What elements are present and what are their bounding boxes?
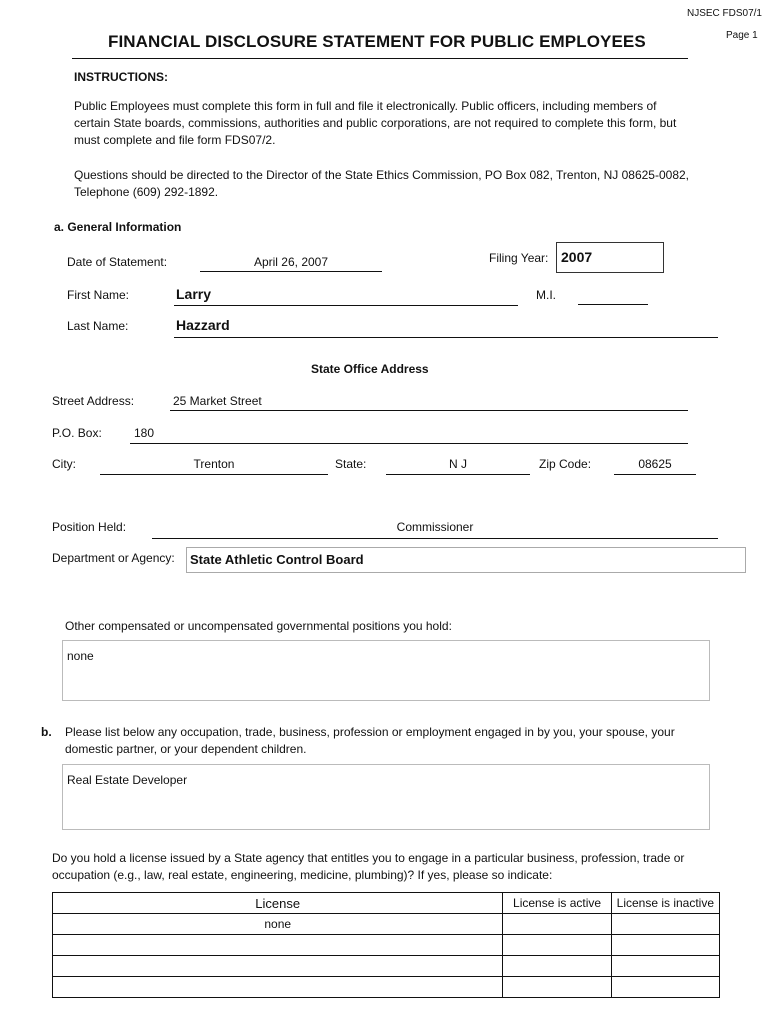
active-cell[interactable] [503, 914, 611, 935]
dept-label: Department or Agency: [52, 551, 175, 565]
first-name-underline [174, 305, 518, 306]
city-field[interactable]: Trenton [193, 457, 235, 471]
table-row [53, 956, 720, 977]
position-field[interactable]: Commissioner [396, 520, 474, 534]
mi-underline [578, 304, 648, 305]
occupation-field[interactable]: Real Estate Developer [62, 764, 710, 830]
page-title: FINANCIAL DISCLOSURE STATEMENT FOR PUBLIC EMPLOYEES [108, 32, 646, 51]
date-field[interactable]: April 26, 2007 [253, 255, 329, 269]
table-row [53, 914, 720, 935]
date-label: Date of Statement: [67, 255, 168, 269]
license-question: Do you hold a license issued by a State agency that entitles you to engage in a particular business, profession, trade or occupation (e.g., law, real estate, engineering, medicine, plumbing)? If yes, please so indicate: [52, 851, 685, 882]
active-cell[interactable] [503, 977, 611, 998]
active-col-header: License is active [503, 893, 611, 914]
license-cell[interactable] [53, 935, 503, 956]
last-name-label: Last Name: [67, 319, 129, 333]
filing-year-field[interactable] [556, 242, 664, 273]
section-b-letter: b. [41, 725, 52, 739]
zip-label: Zip Code: [539, 457, 592, 471]
title-divider [72, 58, 688, 59]
license-cell[interactable] [53, 977, 503, 998]
table-row [53, 935, 720, 956]
pobox-underline [130, 443, 688, 444]
state-label: State: [335, 457, 367, 471]
table-row [53, 977, 720, 998]
street-label: Street Address: [52, 394, 135, 408]
license-table-header [53, 893, 720, 914]
instructions-heading: INSTRUCTIONS: [74, 70, 168, 84]
other-positions-field[interactable]: none [62, 640, 710, 701]
instructions-paragraph-2: Questions should be directed to the Director of the State Ethics Commission, PO Box 082, Trenton, NJ 08625-0082, Telephone (609) 292-1892. [74, 168, 689, 199]
street-underline [170, 410, 688, 411]
occupation-question: Please list below any occupation, trade, business, profession or employment engaged in by you, your spouse, your domestic partner, or your dependent children. [65, 725, 675, 756]
inactive-cell[interactable] [611, 956, 719, 977]
inactive-cell[interactable] [611, 977, 719, 998]
filing-year-value: 2007 [561, 249, 593, 265]
license-cell[interactable]: none [53, 914, 503, 935]
general-info-heading: a. General Information [54, 220, 182, 234]
inactive-cell[interactable] [611, 914, 719, 935]
zip-underline [614, 474, 696, 475]
dept-value: State Athletic Control Board [190, 552, 364, 567]
other-positions-label: Other compensated or uncompensated governmental positions you hold: [65, 619, 452, 633]
mi-label: M.I. [536, 288, 556, 302]
license-table [52, 892, 720, 998]
position-label: Position Held: [52, 520, 127, 534]
street-field[interactable]: 25 Market Street [173, 394, 262, 408]
position-underline [152, 538, 718, 539]
dept-field[interactable] [186, 547, 746, 573]
active-cell[interactable] [503, 935, 611, 956]
state-field[interactable]: N J [449, 457, 467, 471]
last-name-underline [174, 337, 718, 338]
city-underline [100, 474, 328, 475]
date-underline [200, 271, 382, 272]
state-office-address-heading: State Office Address [311, 362, 429, 376]
state-underline [386, 474, 530, 475]
first-name-field[interactable]: Larry [176, 286, 212, 302]
license-col-header: License [53, 893, 503, 914]
license-cell[interactable] [53, 956, 503, 977]
inactive-col-header: License is inactive [611, 893, 719, 914]
city-label: City: [52, 457, 76, 471]
form-code: NJSEC FDS07/1 [686, 8, 762, 19]
first-name-label: First Name: [67, 288, 130, 302]
inactive-cell[interactable] [611, 935, 719, 956]
active-cell[interactable] [503, 956, 611, 977]
filing-year-label: Filing Year: [489, 251, 549, 265]
last-name-field[interactable]: Hazzard [176, 317, 230, 333]
instructions-paragraph-1: Public Employees must complete this form in full and file it electronically. Public officers, including members of certain State boards, commissions, authorities and public corporations, are not required to complete this form, but must complete and file form FDS07/2. [74, 99, 677, 147]
pobox-label: P.O. Box: [52, 426, 102, 440]
pobox-field[interactable]: 180 [134, 426, 155, 440]
zip-field[interactable]: 08625 [638, 457, 672, 471]
page-number: Page 1 [726, 30, 758, 41]
